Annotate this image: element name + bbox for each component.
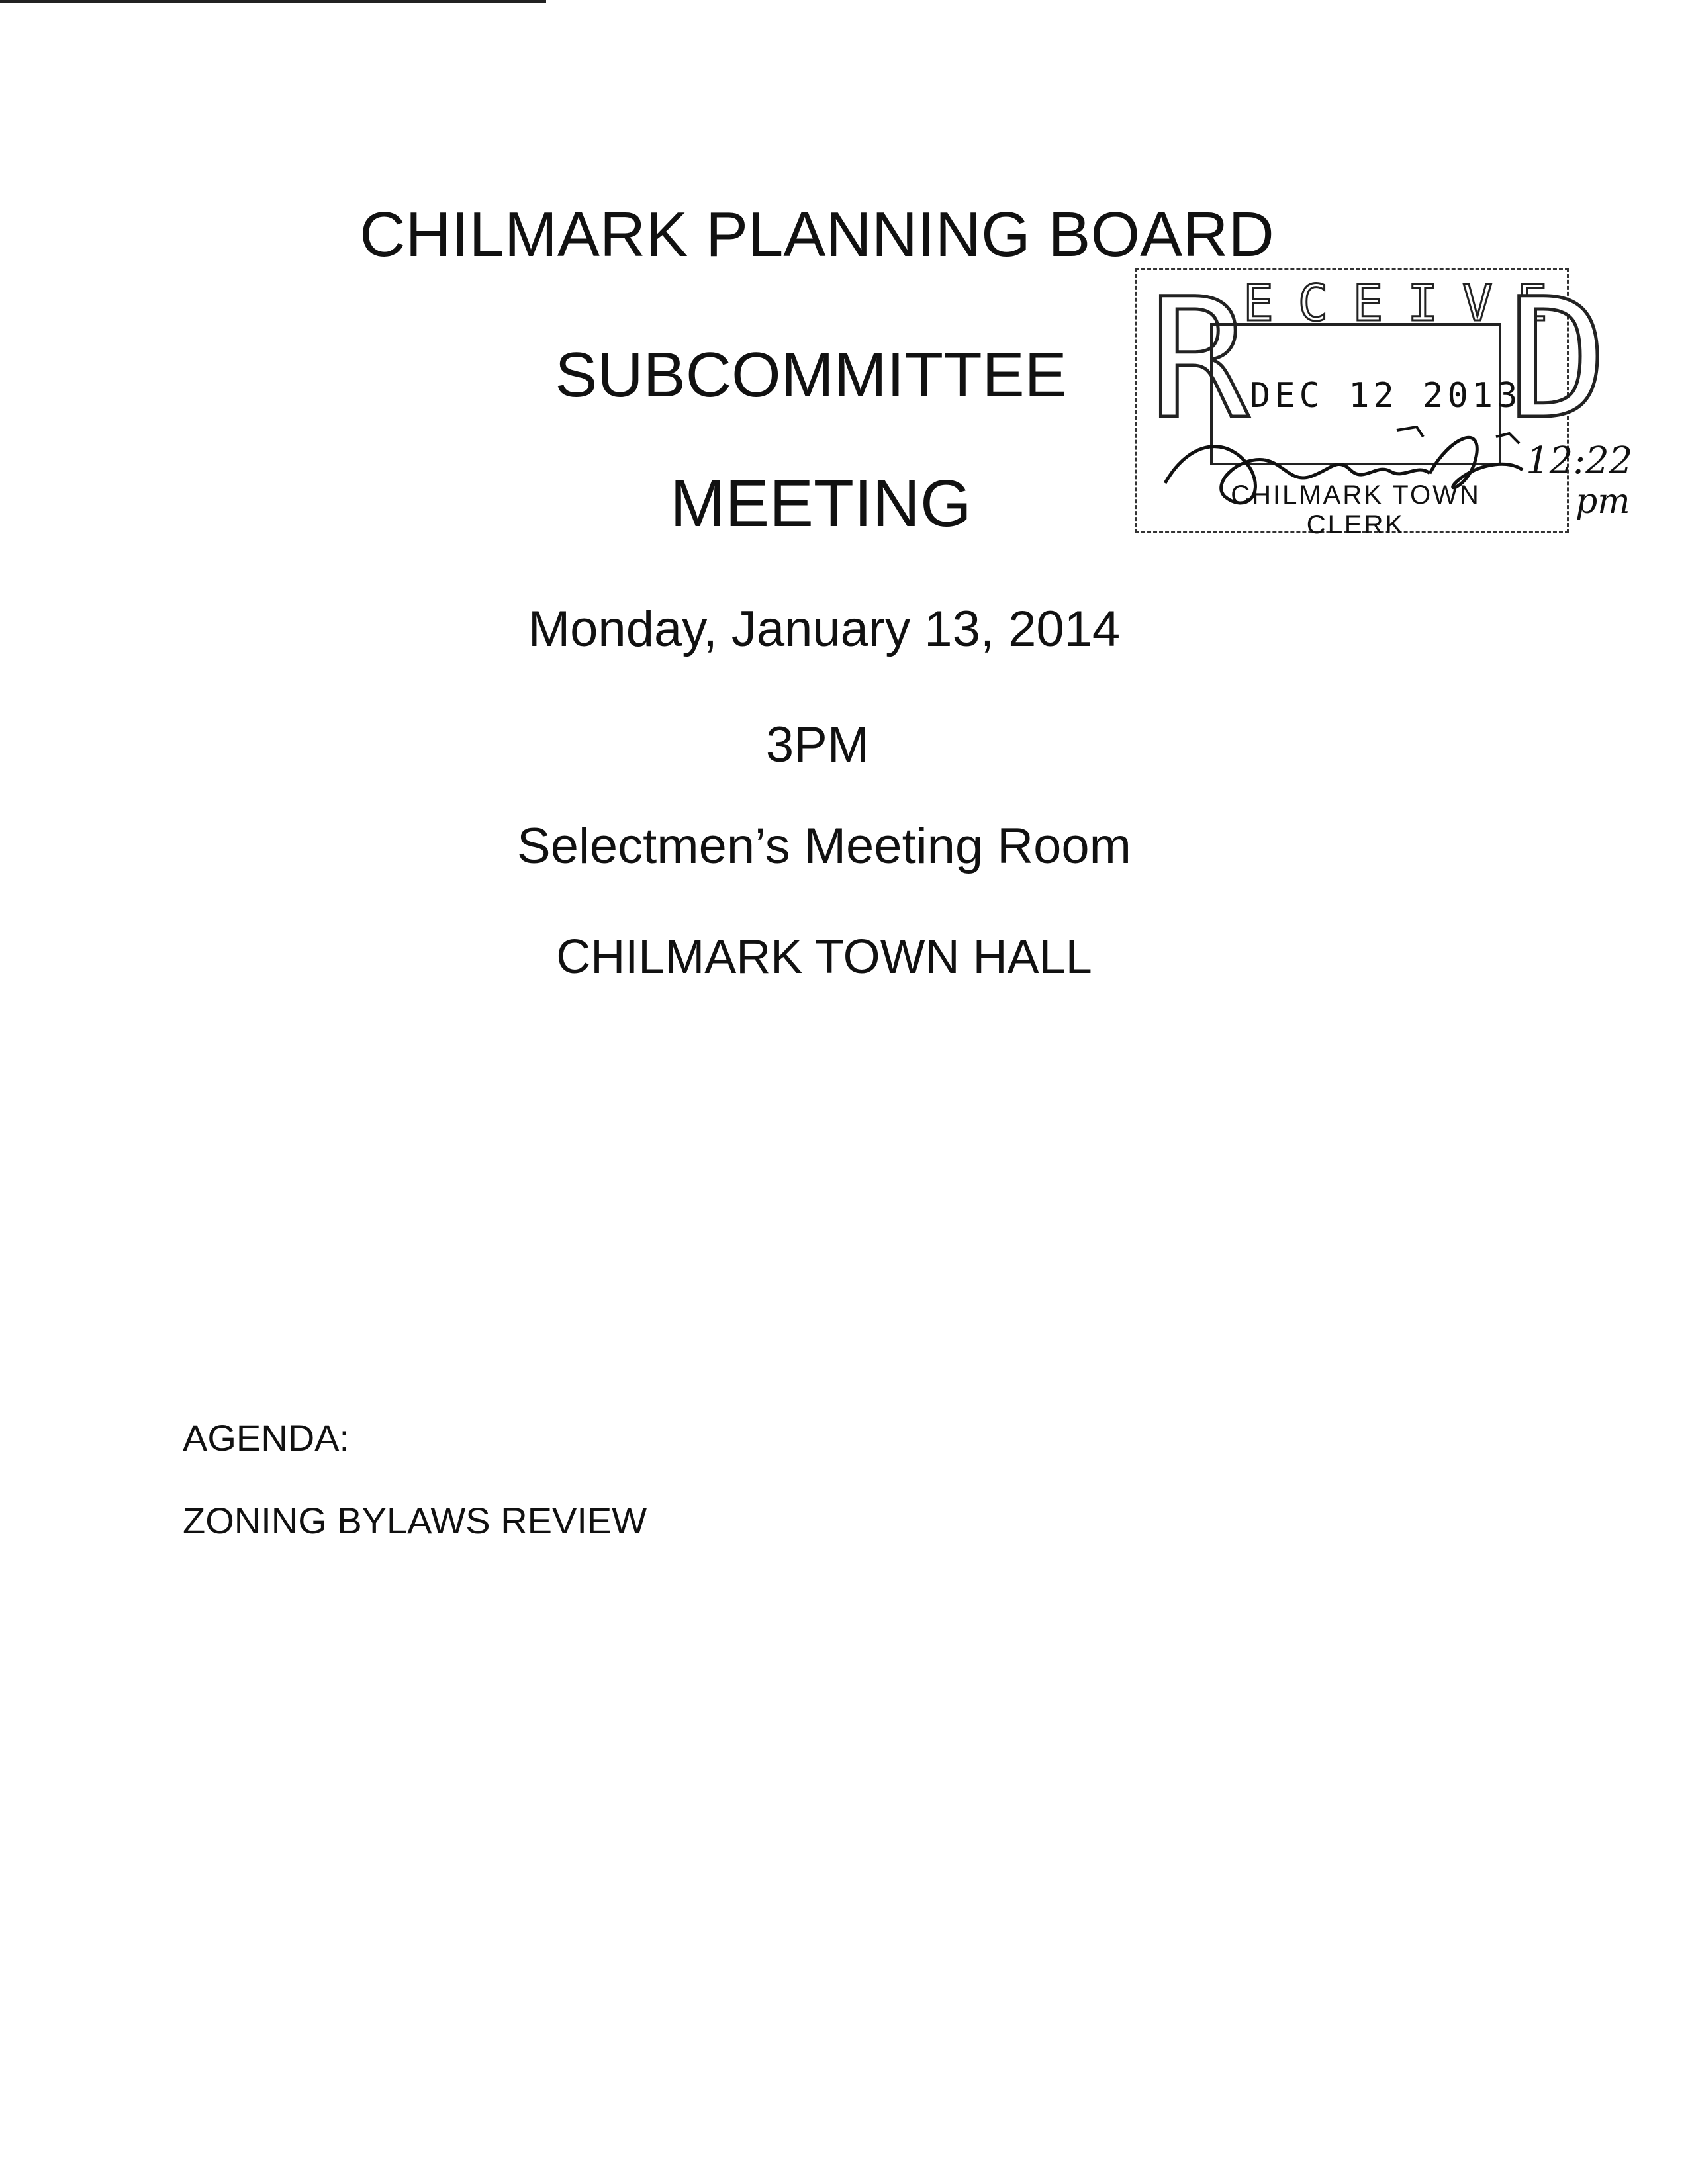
- agenda-label: AGENDA:: [183, 1417, 350, 1459]
- handwritten-suffix: pm: [1575, 482, 1630, 522]
- handwritten-time: 12:22: [1526, 439, 1633, 482]
- meeting-room: [0, 817, 1688, 875]
- stamp-word-eceive: ECEIVE: [1243, 273, 1572, 332]
- meeting-time: [0, 716, 1688, 774]
- heading-line-1: [0, 199, 1687, 271]
- heading-line-1-text: CHILMARK PLANNING BOARD: [359, 199, 1274, 270]
- meeting-time-text: 3PM: [765, 717, 870, 773]
- meeting-location-text: CHILMARK TOWN HALL: [556, 931, 1092, 983]
- stamp-date: DEC 12 2013: [1250, 376, 1522, 416]
- meeting-date: [0, 600, 1688, 658]
- scan-edge-rule: [0, 0, 546, 3]
- heading-line-3-text: MEETING: [670, 467, 972, 541]
- meeting-room-text: Selectmen’s Meeting Room: [517, 818, 1131, 874]
- stamp-office: CHILMARK TOWN CLERK: [1231, 480, 1481, 539]
- heading-line-2-text: SUBCOMMITTEE: [555, 340, 1067, 410]
- agenda-item: ZONING BYLAWS REVIEW: [183, 1500, 647, 1541]
- meeting-date-text: Monday, January 13, 2014: [528, 601, 1121, 657]
- stamp-letter-r: R: [1149, 263, 1249, 455]
- stamp-letter-d: D: [1508, 263, 1608, 455]
- meeting-location: [0, 930, 1688, 984]
